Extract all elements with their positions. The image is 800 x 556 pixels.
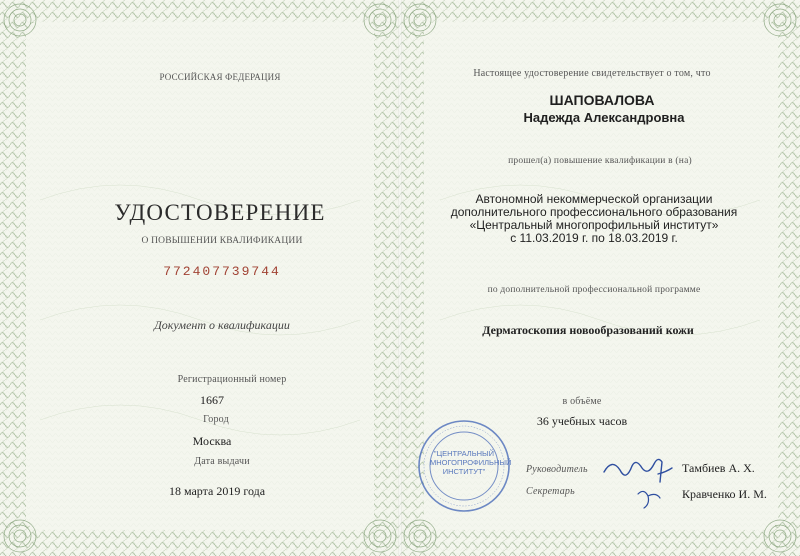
issue-date-label: Дата выдачи [194, 456, 250, 467]
signature-head [598, 452, 678, 514]
city-label: Город [203, 414, 229, 425]
course-dates: с 11.03.2019 г. по 18.03.2019 г. [510, 231, 678, 245]
organization-line: «Центральный многопрофильный институт» [469, 218, 719, 232]
passed-text: прошел(а) повышение квалификации в (на) [508, 156, 692, 166]
secretary-name: Кравченко И. М. [682, 487, 767, 501]
intro-text: Настоящее удостоверение свидетельствует о том, что [473, 68, 711, 79]
organization-line: Автономной некоммерческой организации [475, 192, 713, 206]
program-name: Дерматоскопия новообразований кожи [482, 323, 694, 337]
volume-label: в объёме [562, 396, 602, 407]
head-name: Тамбиев А. Х. [682, 461, 755, 475]
head-label: Руководитель [526, 464, 588, 475]
issue-date: 18 марта 2019 года [168, 484, 266, 498]
serial-number: 772407739744 [163, 264, 281, 279]
secretary-label: Секретарь [526, 486, 575, 497]
volume-value: 36 учебных часов [536, 414, 628, 428]
document-title: УДОСТОВЕРЕНИЕ [114, 200, 326, 225]
organization-line: дополнительного профессионального образования [450, 205, 738, 219]
reg-number: 1667 [200, 393, 224, 407]
country-label: РОССИЙСКАЯ ФЕДЕРАЦИЯ [159, 72, 281, 82]
reg-number-label: Регистрационный номер [177, 374, 287, 385]
city: Москва [192, 434, 232, 448]
program-label: по дополнительной профессиональной программе [487, 285, 701, 295]
holder-given-names: Надежда Александровна [523, 110, 685, 125]
holder-surname: ШАПОВАЛОВА [549, 92, 655, 108]
document-subtitle: О ПОВЫШЕНИИ КВАЛИФИКАЦИИ [141, 236, 303, 246]
stamp-text: "ЦЕНТРАЛЬНЫЙ МНОГОПРОФИЛЬНЫЙ ИНСТИТУТ" [430, 449, 512, 476]
right-page [400, 0, 800, 556]
document-type: Документ о квалификации [154, 318, 290, 332]
